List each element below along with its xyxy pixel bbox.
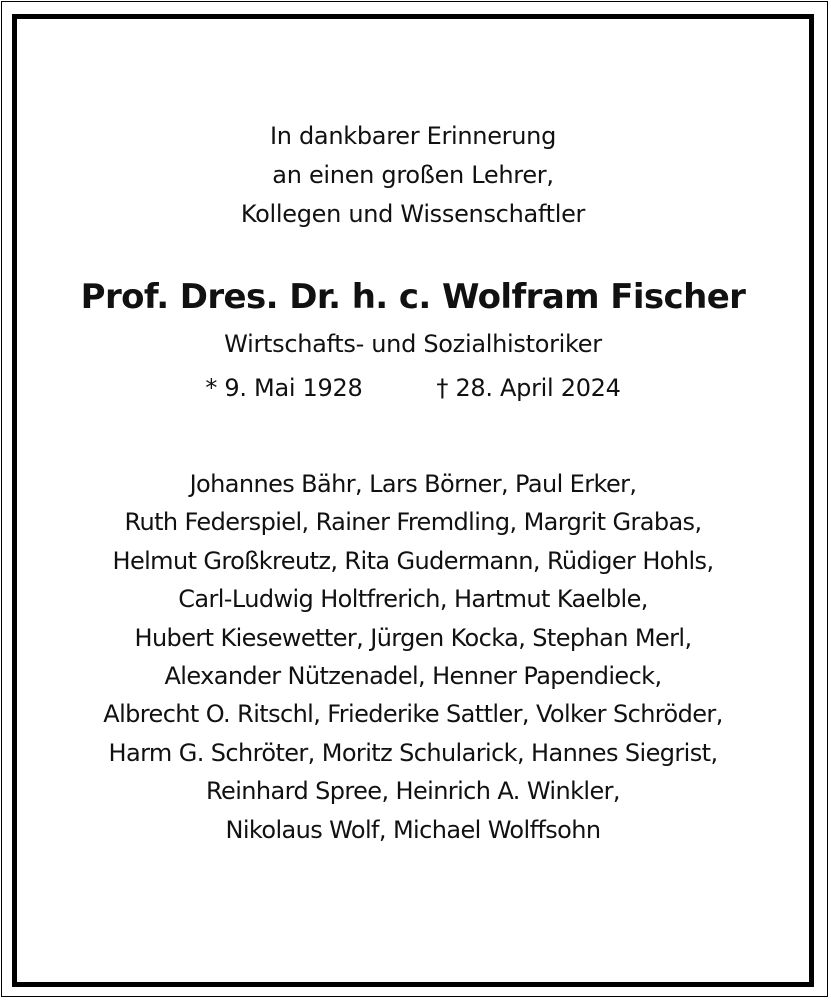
dedication — [17, 19, 809, 234]
deceased-name: Prof. Dres. Dr. h. c. Wolfram Fischer — [80, 277, 746, 317]
signatory-line: Carl-Ludwig Holtfrerich, Hartmut Kaelble, — [178, 585, 648, 614]
obituary-notice — [17, 19, 809, 849]
dedication-line: an einen großen Lehrer, — [272, 161, 554, 189]
signatory-line: Reinhard Spree, Heinrich A. Winkler, — [206, 777, 620, 806]
birth-date: * 9. Mai 1928 — [205, 374, 363, 402]
signatory-line: Harm G. Schröter, Moritz Schularick, Hannes Siegrist, — [108, 738, 718, 767]
signatories — [17, 465, 809, 849]
signatory-line: Helmut Großkreutz, Rita Gudermann, Rüdiger Hohls, — [112, 546, 714, 575]
signatory-line: Ruth Federspiel, Rainer Fremdling, Margrit Grabas, — [124, 508, 702, 537]
profession: Wirtschafts- und Sozialhistoriker — [224, 330, 602, 358]
death-date: † 28. April 2024 — [436, 374, 621, 402]
signatory-line: Hubert Kiesewetter, Jürgen Kocka, Stephan Merl, — [134, 623, 692, 652]
dedication-line: In dankbarer Erinnerung — [269, 122, 557, 150]
signatory-line: Nikolaus Wolf, Michael Wolffsohn — [225, 815, 601, 844]
life-dates — [17, 373, 809, 403]
dedication-line: Kollegen und Wissenschaftler — [240, 200, 586, 228]
signatory-line: Albrecht O. Ritschl, Friederike Sattler, Volker Schröder, — [103, 700, 723, 729]
signatory-line: Johannes Bähr, Lars Börner, Paul Erker, — [189, 470, 637, 498]
signatory-line: Alexander Nützenadel, Henner Papendieck, — [164, 662, 662, 691]
